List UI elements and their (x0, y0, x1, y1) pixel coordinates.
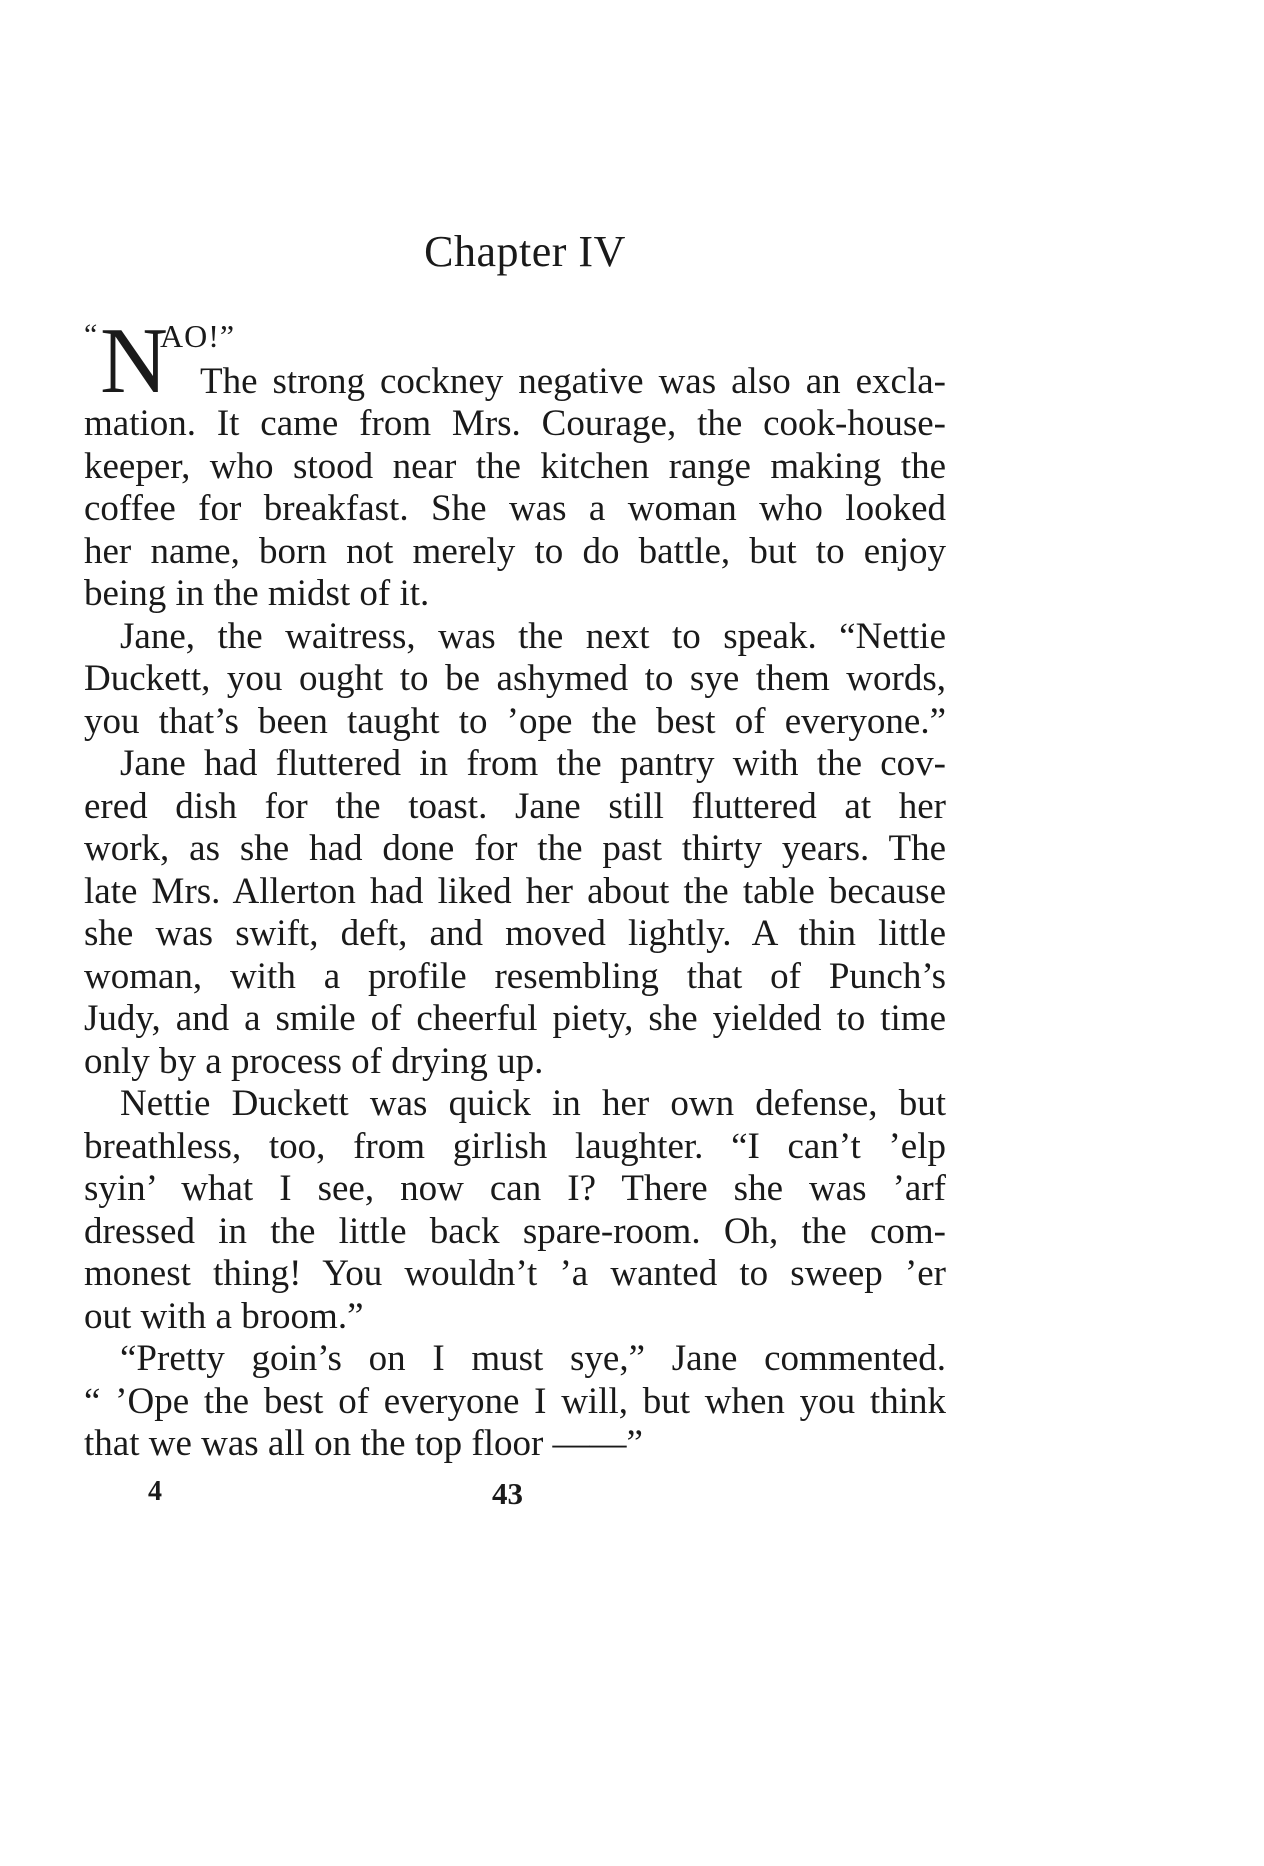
text-line: monest thing! You wouldn’t ’a wanted to sweep ’er (84, 1253, 946, 1294)
text-line: ered dish for the toast. Jane still fluttered at her (84, 785, 946, 827)
text-line: she was swift, deft, and moved lightly. A thin little (84, 913, 946, 954)
text-line: that we was all on the top floor ——” (84, 1423, 643, 1464)
page-number: 43 (492, 1476, 523, 1511)
text-line: woman, with a profile resembling that of Punch’s (84, 955, 946, 997)
text-line: “Pretty goin’s on I must sye,” Jane commented. (120, 1338, 946, 1379)
text-line: late Mrs. Allerton had liked her about the table because (84, 870, 946, 912)
text-line: Nettie Duckett was quick in her own defense, but (120, 1083, 946, 1124)
text-line: dressed in the little back spare-room. Oh, the com- (84, 1210, 946, 1252)
text-line: keeper, who stood near the kitchen range making the (84, 445, 946, 487)
drop-cap-letter: N (100, 309, 168, 413)
text-line: mation. It came from Mrs. Courage, the cook-house- (84, 403, 946, 444)
signature-mark: 4 (148, 1476, 162, 1507)
drop-cap-rest: AO!” (160, 318, 236, 354)
text-line: syin’ what I see, now can I? There she was ’arf (84, 1168, 946, 1209)
text-line: coffee for breakfast. She was a woman who looked (84, 488, 946, 529)
text-line: Jane had fluttered in from the pantry with the cov- (120, 743, 946, 784)
text-line: Jane, the waitress, was the next to speak. “Nettie (120, 615, 946, 657)
body-text (84, 309, 946, 1466)
text-line: The strong cockney negative was also an excla- (200, 360, 946, 402)
text-line: Judy, and a smile of cheerful piety, she yielded to time (84, 998, 946, 1039)
text-line: only by a process of drying up. (84, 1040, 544, 1082)
drop-cap-open-quote: “ (84, 318, 98, 351)
text-line: breathless, too, from girlish laughter. “I can’t ’elp (84, 1125, 946, 1167)
text-line: out with a broom.” (84, 1295, 364, 1337)
text-line: “ ’Ope the best of everyone I will, but when you think (84, 1380, 946, 1422)
chapter-title: Chapter IV (424, 227, 626, 276)
text-line: Duckett, you ought to be ashymed to sye them words, (84, 658, 946, 699)
text-line: her name, born not merely to do battle, but to enjoy (84, 530, 946, 572)
text-line: being in the midst of it. (84, 573, 430, 614)
text-line: work, as she had done for the past thirty years. The (84, 828, 946, 869)
text-line: you that’s been taught to ’ope the best of everyone.” (84, 700, 946, 742)
